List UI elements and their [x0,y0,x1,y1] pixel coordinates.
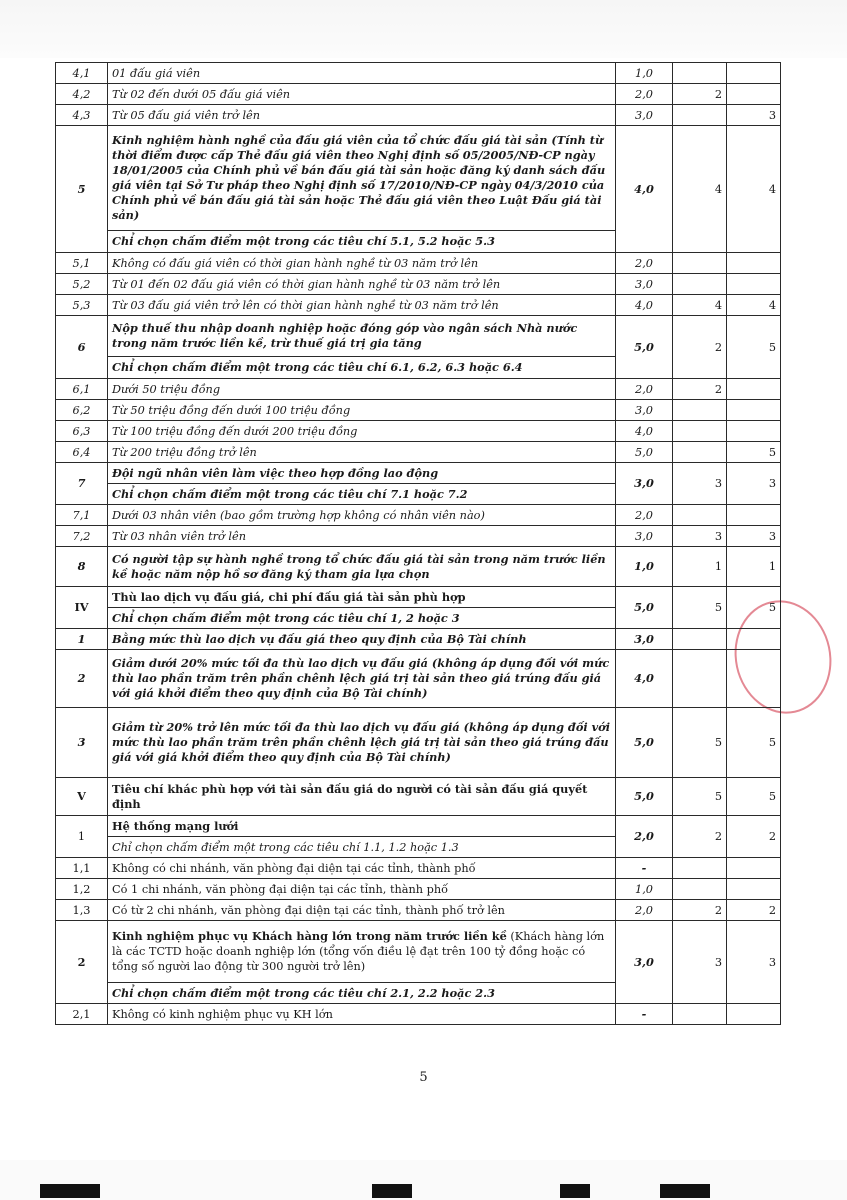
evaluator-1-score [673,253,727,274]
row-description [108,921,616,983]
max-score: 2,0 [616,505,673,526]
row-number: 5,2 [56,274,108,295]
evaluator-2-score: 5 [727,708,781,778]
evaluator-2-score: 1 [727,547,781,587]
row-description: Hệ thống mạng lưới [108,816,616,837]
row-instruction: Chỉ chọn chấm điểm một trong các tiêu chí 6.1, 6.2, 6.3 hoặc 6.4 [108,357,616,379]
table-row [56,316,781,357]
row-description: Không có đấu giá viên có thời gian hành nghề từ 03 năm trở lên [108,253,616,274]
row-number: 6 [56,316,108,379]
evaluator-2-score [727,1004,781,1025]
evaluator-2-score [727,84,781,105]
row-description: Từ 03 nhân viên trở lên [108,526,616,547]
row-description: Từ 01 đến 02 đấu giá viên có thời gian hành nghề từ 03 năm trở lên [108,274,616,295]
row-description: Có 1 chi nhánh, văn phòng đại diện tại các tỉnh, thành phố [108,879,616,900]
row-description: Giảm từ 20% trở lên mức tối đa thù lao dịch vụ đấu giá (không áp dụng đối với mức thù lao phần trăm trên phần chênh lệch giá trị tài sản theo giá trúng đấu giá với giá khởi điểm theo quy định của Bộ Tài chính) [108,708,616,778]
evaluator-2-score [727,650,781,708]
evaluator-1-score: 2 [673,900,727,921]
row-number: 5,1 [56,253,108,274]
max-score: 5,0 [616,587,673,629]
evaluator-2-score [727,858,781,879]
table-row [56,778,781,816]
table-row [56,84,781,105]
scan-artifact [660,1184,710,1198]
section-number: V [56,778,108,816]
max-score: 1,0 [616,879,673,900]
table-row [56,63,781,84]
max-score: 2,0 [616,900,673,921]
evaluator-1-score [673,105,727,126]
evaluator-1-score [673,274,727,295]
evaluator-1-score [673,63,727,84]
row-description: Bằng mức thù lao dịch vụ đấu giá theo quy định của Bộ Tài chính [108,629,616,650]
evaluator-1-score: 4 [673,295,727,316]
row-number: 1 [56,629,108,650]
table-row [56,505,781,526]
max-score: 3,0 [616,526,673,547]
row-description: Không có chi nhánh, văn phòng đại diện tại các tỉnh, thành phố [108,858,616,879]
row-instruction: Chỉ chọn chấm điểm một trong các tiêu chí 1.1, 1.2 hoặc 1.3 [108,837,616,858]
max-score: 2,0 [616,84,673,105]
table-row [56,126,781,231]
evaluator-1-score [673,442,727,463]
evaluator-1-score [673,858,727,879]
max-score: 4,0 [616,650,673,708]
evaluator-2-score: 5 [727,442,781,463]
evaluator-2-score [727,274,781,295]
row-number: 3 [56,708,108,778]
evaluator-1-score: 2 [673,316,727,379]
table-row [56,421,781,442]
row-description: Có từ 2 chi nhánh, văn phòng đại diện tại các tỉnh, thành phố trở lên [108,900,616,921]
row-description: Dưới 50 triệu đồng [108,379,616,400]
table-row [56,858,781,879]
max-score: 5,0 [616,708,673,778]
max-score: 2,0 [616,816,673,858]
table-row [56,274,781,295]
row-instruction: Chỉ chọn chấm điểm một trong các tiêu chí 5.1, 5.2 hoặc 5.3 [108,231,616,253]
evaluator-2-score [727,629,781,650]
max-score: 3,0 [616,274,673,295]
row-number: 8 [56,547,108,587]
evaluator-1-score [673,505,727,526]
evaluator-2-score [727,253,781,274]
evaluator-2-score [727,400,781,421]
evaluator-2-score: 5 [727,316,781,379]
section-title: Tiêu chí khác phù hợp với tài sản đấu giá do người có tài sản đấu giá quyết định [108,778,616,816]
row-number: 7,1 [56,505,108,526]
row-number: 6,1 [56,379,108,400]
evaluator-1-score: 2 [673,379,727,400]
max-score: 3,0 [616,105,673,126]
section-title: Thù lao dịch vụ đấu giá, chi phí đấu giá tài sản phù hợp [108,587,616,608]
scan-artifact [40,1184,100,1198]
row-description: Từ 50 triệu đồng đến dưới 100 triệu đồng [108,400,616,421]
table-row [56,253,781,274]
evaluator-2-score: 5 [727,587,781,629]
evaluator-2-score: 3 [727,463,781,505]
section-number: IV [56,587,108,629]
table-row [56,900,781,921]
evaluator-1-score: 3 [673,463,727,505]
table-row [56,547,781,587]
row-number: 5,3 [56,295,108,316]
row-description: Có người tập sự hành nghề trong tổ chức đấu giá tài sản trong năm trước liền kề hoặc năm nộp hồ sơ đăng ký tham gia lựa chọn [108,547,616,587]
row-description: Giảm dưới 20% mức tối đa thù lao dịch vụ đấu giá (không áp dụng đối với mức thù lao phần trăm trên phần chênh lệch giá trị tài sản theo giá trúng đấu giá với giá khởi điểm theo quy định của Bộ Tài chính) [108,650,616,708]
max-score: 4,0 [616,126,673,253]
max-score: 1,0 [616,547,673,587]
evaluator-1-score [673,879,727,900]
row-number: 4,1 [56,63,108,84]
evaluator-2-score: 4 [727,295,781,316]
evaluator-1-score: 1 [673,547,727,587]
evaluator-2-score: 4 [727,126,781,253]
evaluator-2-score: 3 [727,921,781,1004]
max-score: 4,0 [616,421,673,442]
row-description-bold: Kinh nghiệm phục vụ Khách hàng lớn trong năm trước liền kề [112,929,507,943]
row-description: Đội ngũ nhân viên làm việc theo hợp đồng lao động [108,463,616,484]
row-number: 5 [56,126,108,253]
table-row [56,400,781,421]
evaluator-1-score: 3 [673,526,727,547]
row-instruction: Chỉ chọn chấm điểm một trong các tiêu chí 1, 2 hoặc 3 [108,608,616,629]
row-number: 6,4 [56,442,108,463]
scan-bottom-strip [0,1160,847,1200]
criteria-table [55,62,781,1025]
row-number: 1,3 [56,900,108,921]
evaluator-1-score [673,421,727,442]
table-row [56,526,781,547]
evaluator-2-score [727,379,781,400]
page-number: 5 [419,1070,428,1085]
evaluator-2-score: 2 [727,900,781,921]
row-description-note: (Khách hàng lớn là các TCTD hoặc doanh nghiệp lớn (tổng vốn điều lệ đạt trên 100 tỷ đồng hoặc có tổng số người lao động từ 300 người trở lên) [112,930,605,973]
max-score: 2,0 [616,253,673,274]
evaluator-1-score [673,650,727,708]
table-row [56,105,781,126]
row-description: Nộp thuế thu nhập doanh nghiệp hoặc đóng góp vào ngân sách Nhà nước trong năm trước liền kề, trừ thuế giá trị gia tăng [108,316,616,357]
row-instruction: Chỉ chọn chấm điểm một trong các tiêu chí 7.1 hoặc 7.2 [108,484,616,505]
table-row [56,442,781,463]
row-instruction: Chỉ chọn chấm điểm một trong các tiêu chí 2.1, 2.2 hoặc 2.3 [108,983,616,1004]
row-number: 2 [56,650,108,708]
evaluator-1-score: 2 [673,816,727,858]
scan-artifact [560,1184,590,1198]
row-description: Từ 02 đến dưới 05 đấu giá viên [108,84,616,105]
table-row [56,1004,781,1025]
evaluator-1-score: 5 [673,778,727,816]
max-score: 3,0 [616,463,673,505]
row-number: 1 [56,816,108,858]
row-description: Dưới 03 nhân viên (bao gồm trường hợp không có nhân viên nào) [108,505,616,526]
row-number: 1,2 [56,879,108,900]
row-description: 01 đấu giá viên [108,63,616,84]
evaluator-1-score: 3 [673,921,727,1004]
table-row [56,379,781,400]
row-number: 7,2 [56,526,108,547]
table-row [56,708,781,778]
max-score: 5,0 [616,442,673,463]
row-description: Không có kinh nghiệm phục vụ KH lớn [108,1004,616,1025]
max-score: - [616,858,673,879]
max-score: 1,0 [616,63,673,84]
row-description: Từ 200 triệu đồng trở lên [108,442,616,463]
table-row [56,921,781,983]
row-number: 6,2 [56,400,108,421]
row-description: Kinh nghiệm hành nghề của đấu giá viên của tổ chức đấu giá tài sản (Tính từ thời điểm được cấp Thẻ đấu giá viên theo Nghị định số 05/2005/NĐ-CP ngày 18/01/2005 của Chính phủ về bán đấu giá tài sản hoặc đăng ký danh sách đấu giá viên tại Sở Tư pháp theo Nghị định số 17/2010/NĐ-CP ngày 04/3/2010 của Chính phủ về bán đấu giá tài sản hoặc Thẻ đấu giá viên theo Luật Đấu giá tài sản) [108,126,616,231]
evaluator-1-score: 4 [673,126,727,253]
evaluator-2-score: 5 [727,778,781,816]
row-number: 2 [56,921,108,1004]
evaluator-1-score [673,629,727,650]
max-score: - [616,1004,673,1025]
evaluator-2-score [727,63,781,84]
max-score: 5,0 [616,778,673,816]
evaluator-2-score [727,505,781,526]
row-number: 4,3 [56,105,108,126]
table-row [56,295,781,316]
evaluator-2-score: 2 [727,816,781,858]
row-number: 7 [56,463,108,505]
max-score: 3,0 [616,629,673,650]
table-row [56,650,781,708]
max-score: 3,0 [616,400,673,421]
evaluator-1-score [673,1004,727,1025]
max-score: 2,0 [616,379,673,400]
scan-artifact [372,1184,412,1198]
row-description: Từ 05 đấu giá viên trở lên [108,105,616,126]
evaluator-2-score: 3 [727,526,781,547]
evaluator-1-score [673,400,727,421]
max-score: 5,0 [616,316,673,379]
row-number: 1,1 [56,858,108,879]
row-description: Từ 100 triệu đồng đến dưới 200 triệu đồng [108,421,616,442]
row-description: Từ 03 đấu giá viên trở lên có thời gian hành nghề từ 03 năm trở lên [108,295,616,316]
table-row [56,816,781,837]
table-row [56,463,781,484]
evaluator-2-score [727,421,781,442]
table-row [56,629,781,650]
evaluator-1-score: 5 [673,587,727,629]
max-score: 4,0 [616,295,673,316]
table-row [56,587,781,608]
scan-top-margin [0,0,847,58]
row-number: 4,2 [56,84,108,105]
evaluator-1-score: 5 [673,708,727,778]
row-number: 6,3 [56,421,108,442]
row-number: 2,1 [56,1004,108,1025]
evaluator-2-score: 3 [727,105,781,126]
table-row [56,879,781,900]
max-score: 3,0 [616,921,673,1004]
evaluator-1-score: 2 [673,84,727,105]
evaluator-2-score [727,879,781,900]
